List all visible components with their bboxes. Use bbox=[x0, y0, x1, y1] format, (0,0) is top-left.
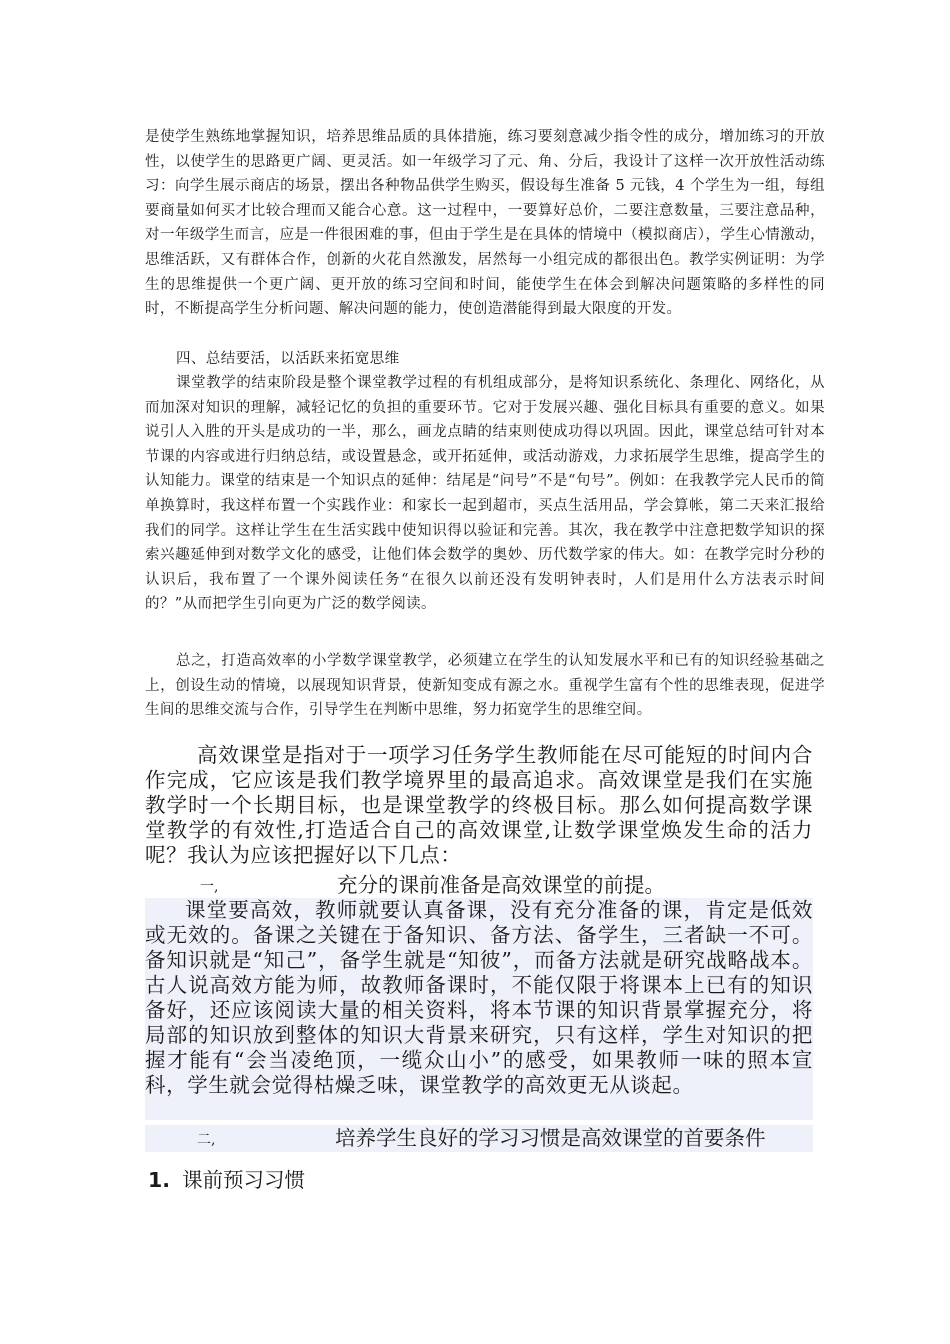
paragraph-efficient-classroom: 高效课堂是指对于一项学习任务学生教师能在尽可能短的时间内合作完成，它应该是我们教学境界里的最高追求。高效课堂是我们在实施教学时一个长期目标，也是课堂教学的终极目标。那么如何提高数学课堂教学的有效性,打造适合自己的高效课堂,让数学课堂焕发生命的活力 呢？我认为应该把握好以下几点： bbox=[145, 743, 835, 867]
heading-two-number: 二, bbox=[197, 1132, 216, 1148]
section-heading-four: 四、总结要活，以活跃来拓宽思维 bbox=[176, 351, 400, 367]
paragraph-preparation: 课堂要高效，教师就要认真备课，没有充分准备的课，肯定是低效或无效的。备课之关键在于备知识、备方法、备学生，三者缺一不可。备知识就是“知己”，备学生就是“知彼”，而备方法就是研究战略战本。古人说高效方能为师，故教师备课时，不能仅限于将课本上已有的知识备好，还应该阅读大量的相关资料，将本节课的知识背景掌握充分，将局部的知识放到整体的知识大背景来研究，只有这样，学生对知识的把握才能有“会当凌绝顶，一缆众山小”的感受，如果教师一味的照本宣科，学生就会觉得枯燥乏味，课堂教学的高效更无从谈起。 bbox=[145, 898, 813, 1120]
list-item-number: 1. bbox=[148, 1168, 171, 1192]
heading-two-text: 培养学生良好的学习习惯是高效课堂的首要条件 bbox=[335, 1126, 766, 1150]
heading-one-text: 充分的课前准备是高效课堂的前提。 bbox=[337, 873, 665, 897]
paragraph-summary: 课堂教学的结束阶段是整个课堂教学过程的有机组成部分，是将知识系统化、条理化、网络化，从而加深对知识的理解，减轻记忆的负担的重要环节。它对于发展兴趣、强化目标具有重要的意义。如果说引人入胜的开头是成功的一半，那么，画龙点睛的结束则使成功得以巩固。因此，课堂总结可针对本节课的内容或进行归纳总结，或设置悬念，或开拓延伸，或活动游戏，力求拓展学生思维，提高学生的认知能力。课堂的结束是一个知识点的延伸：结尾是“问号”不是“句号”。例如：在我教学完人民币的简单换算时，我这样布置一个实践作业：和家长一起到超市，买点生活用品，学会算帐，第二天来汇报给我们的同学。这样让学生在生活实践中使知识得以验证和完善。其次，我在教学中注意把数学知识的探索兴趣延伸到对数学文化的感受，让他们体会数学的奥妙、历代数学家的伟大。如：在教学完时分秒的认识后，我布置了一个课外阅读任务“在很久以前还没有发明钟表时，人们是用什么方法表示时间的？”从而把学生引向更为广泛的数学阅读。 bbox=[145, 375, 825, 613]
heading-one-number: 一, bbox=[200, 879, 219, 895]
list-item-text: 课前预习习惯 bbox=[182, 1168, 306, 1192]
paragraph-conclusion: 总之，打造高效率的小学数学课堂教学，必须建立在学生的认知发展水平和已有的知识经验基础之上，创设生动的情境，以展现知识背景，使新知变成有源之水。重视学生富有个性的思维表现，促进学生间的思维交流与合作，引导学生在判断中思维，努力拓宽学生的思维空间。 bbox=[145, 653, 825, 719]
list-item-preview-habit bbox=[148, 1165, 305, 1195]
section-heading-two bbox=[145, 1125, 813, 1152]
section-heading-one bbox=[145, 873, 725, 898]
paragraph-practice: 是使学生熟练地掌握知识，培养思维品质的具体措施，练习要刻意减少指令性的成分，增加练习的开放性，以使学生的思路更广阔、更灵活。如一年级学习了元、角、分后，我设计了这样一次开放性活动练习：向学生展示商店的场景，摆出各种物品供学生购买，假设每生准备 5 元钱，4 个学生为一组，每组要商量如何买才比较合理而又能合心意。这一过程中，一要算好总价，二要注意数量，三要注意品种，对一年级学生而言，应是一件很困难的事，但由于学生是在具体的情境中（模拟商店），学生心情激动，思维活跃，又有群体合作，创新的火花自然激发，居然每一小组完成的都很出色。教学实例证明：为学生的思维提供一个更广阔、更开放的练习空间和时间，能使学生在体会到解决问题策略的多样性的同时，不断提高学生分析问题、解决问题的能力，使创造潜能得到最大限度的开发。 bbox=[145, 129, 825, 318]
